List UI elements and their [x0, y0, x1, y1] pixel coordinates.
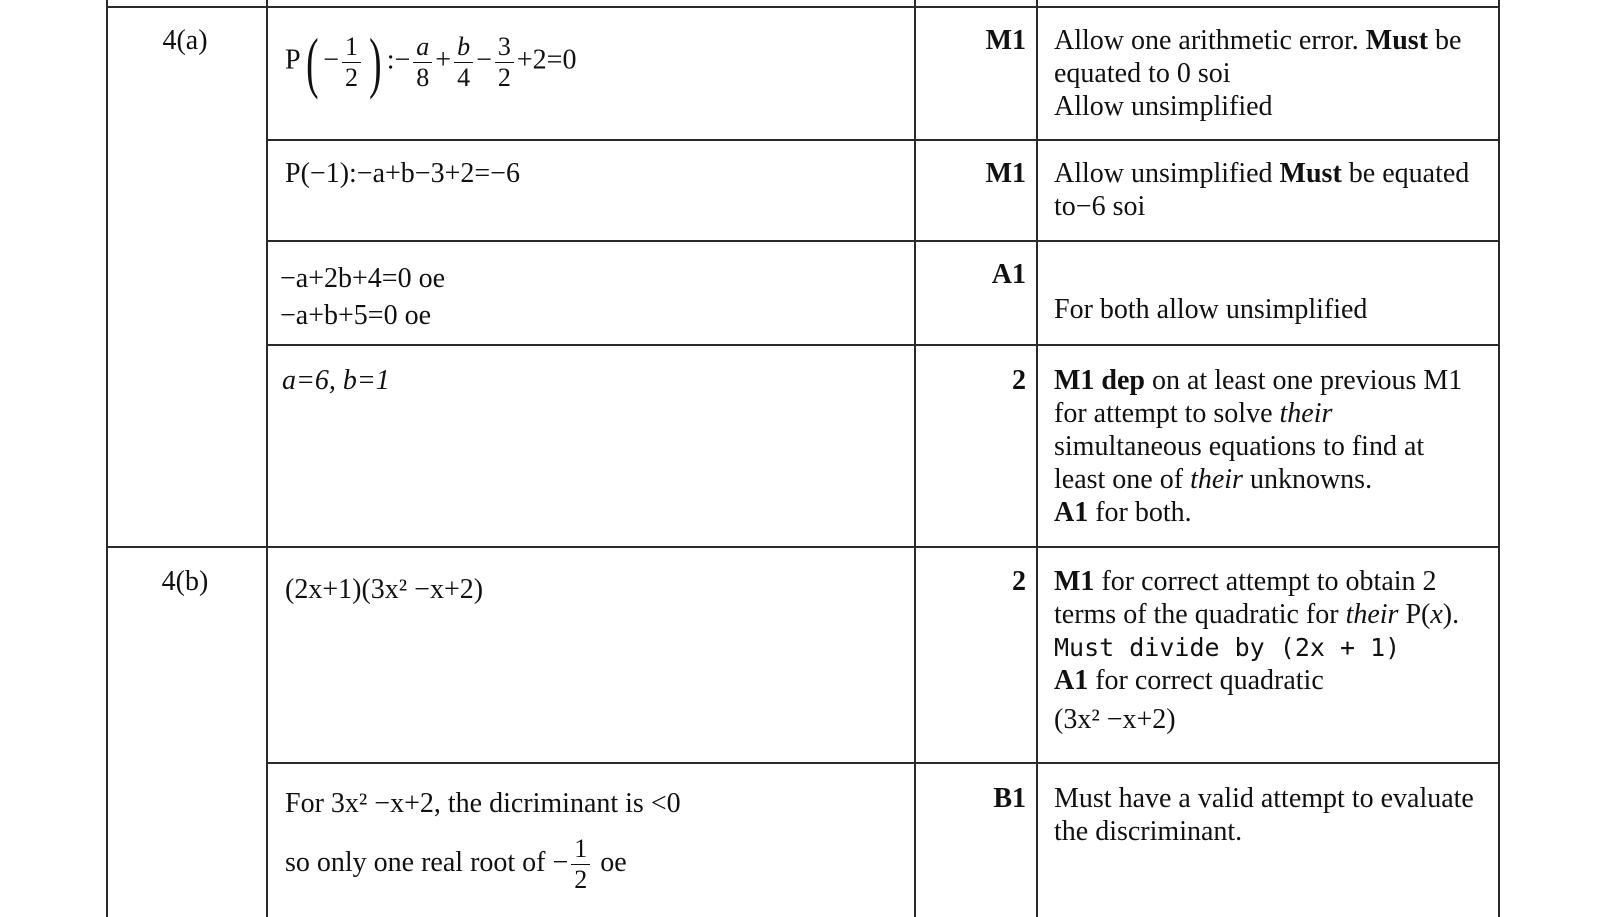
- rule-row5: [266, 762, 1499, 764]
- paren-left: (: [305, 24, 319, 100]
- fraction-b-4: $\frac{b}{4}$: [454, 32, 473, 93]
- answer-p: P: [285, 44, 301, 76]
- answer-minus: −: [476, 44, 492, 76]
- answer: (2x+1)(3x² −x+2): [285, 574, 484, 605]
- rule-col3: [914, 0, 916, 917]
- paren-right: ): [369, 24, 382, 100]
- rule-row4: [106, 546, 1499, 548]
- mark: B1: [993, 783, 1026, 814]
- mark: A1: [991, 259, 1026, 290]
- fraction-half: $\frac{1}{2}$: [342, 32, 361, 93]
- fraction-3-2: $\frac{3}{2}$: [495, 32, 514, 93]
- answer-p-half: [285, 24, 885, 100]
- mark: M1: [985, 158, 1026, 189]
- answer: For 3x² −x+2, the dicriminant is <0 so only one real root of − $\frac{1}{2}$ oe: [285, 788, 681, 894]
- rule-top: [106, 6, 1499, 8]
- rule-right: [1498, 0, 1500, 917]
- guidance: Allow unsimplified Must be equated to−6 soi: [1054, 158, 1470, 222]
- guidance: Allow one arithmetic error. Must be equated to 0 soi Allow unsimplified: [1054, 25, 1462, 122]
- rule-left: [106, 0, 108, 917]
- answer-sign2: −: [394, 44, 411, 76]
- rule-col4: [1036, 0, 1038, 917]
- guidance: M1 dep on at least one previous M1 for attempt to solve their simultaneous equations to find at least one of their unknowns. A1 for both.: [1054, 365, 1463, 528]
- mark: 2: [1012, 365, 1026, 396]
- answer-sign: −: [323, 44, 340, 76]
- rule-col2: [266, 0, 268, 917]
- rule-row3: [266, 344, 1499, 346]
- guidance: Must have a valid attempt to evaluate the discriminant.: [1054, 783, 1474, 847]
- answer: P(−1):−a+b−3+2=−6: [285, 158, 520, 189]
- rule-row1: [266, 139, 1499, 141]
- question-number: 4(b): [161, 566, 209, 597]
- answer: −a+2b+4=0 oe −a+b+5=0 oe: [280, 263, 446, 331]
- guidance: M1 for correct attempt to obtain 2 terms of the quadratic for their P(x). Must divide by (2x + 1) A1 for correct quadratic (3x² −x+2): [1054, 566, 1460, 735]
- fraction-a-8: $\frac{a}{8}$: [413, 32, 432, 93]
- question-number: 4(a): [162, 25, 208, 56]
- answer-colon: :: [386, 44, 395, 76]
- answer-plus: +: [435, 44, 452, 76]
- mark: 2: [1012, 566, 1026, 597]
- guidance: For both allow unsimplified: [1054, 294, 1368, 325]
- fraction-half: $\frac{1}{2}$: [571, 834, 590, 895]
- rule-row2: [266, 240, 1499, 242]
- answer: a=6, b=1: [282, 365, 390, 396]
- answer-tail: +2=0: [516, 44, 577, 76]
- mark: M1: [985, 25, 1026, 56]
